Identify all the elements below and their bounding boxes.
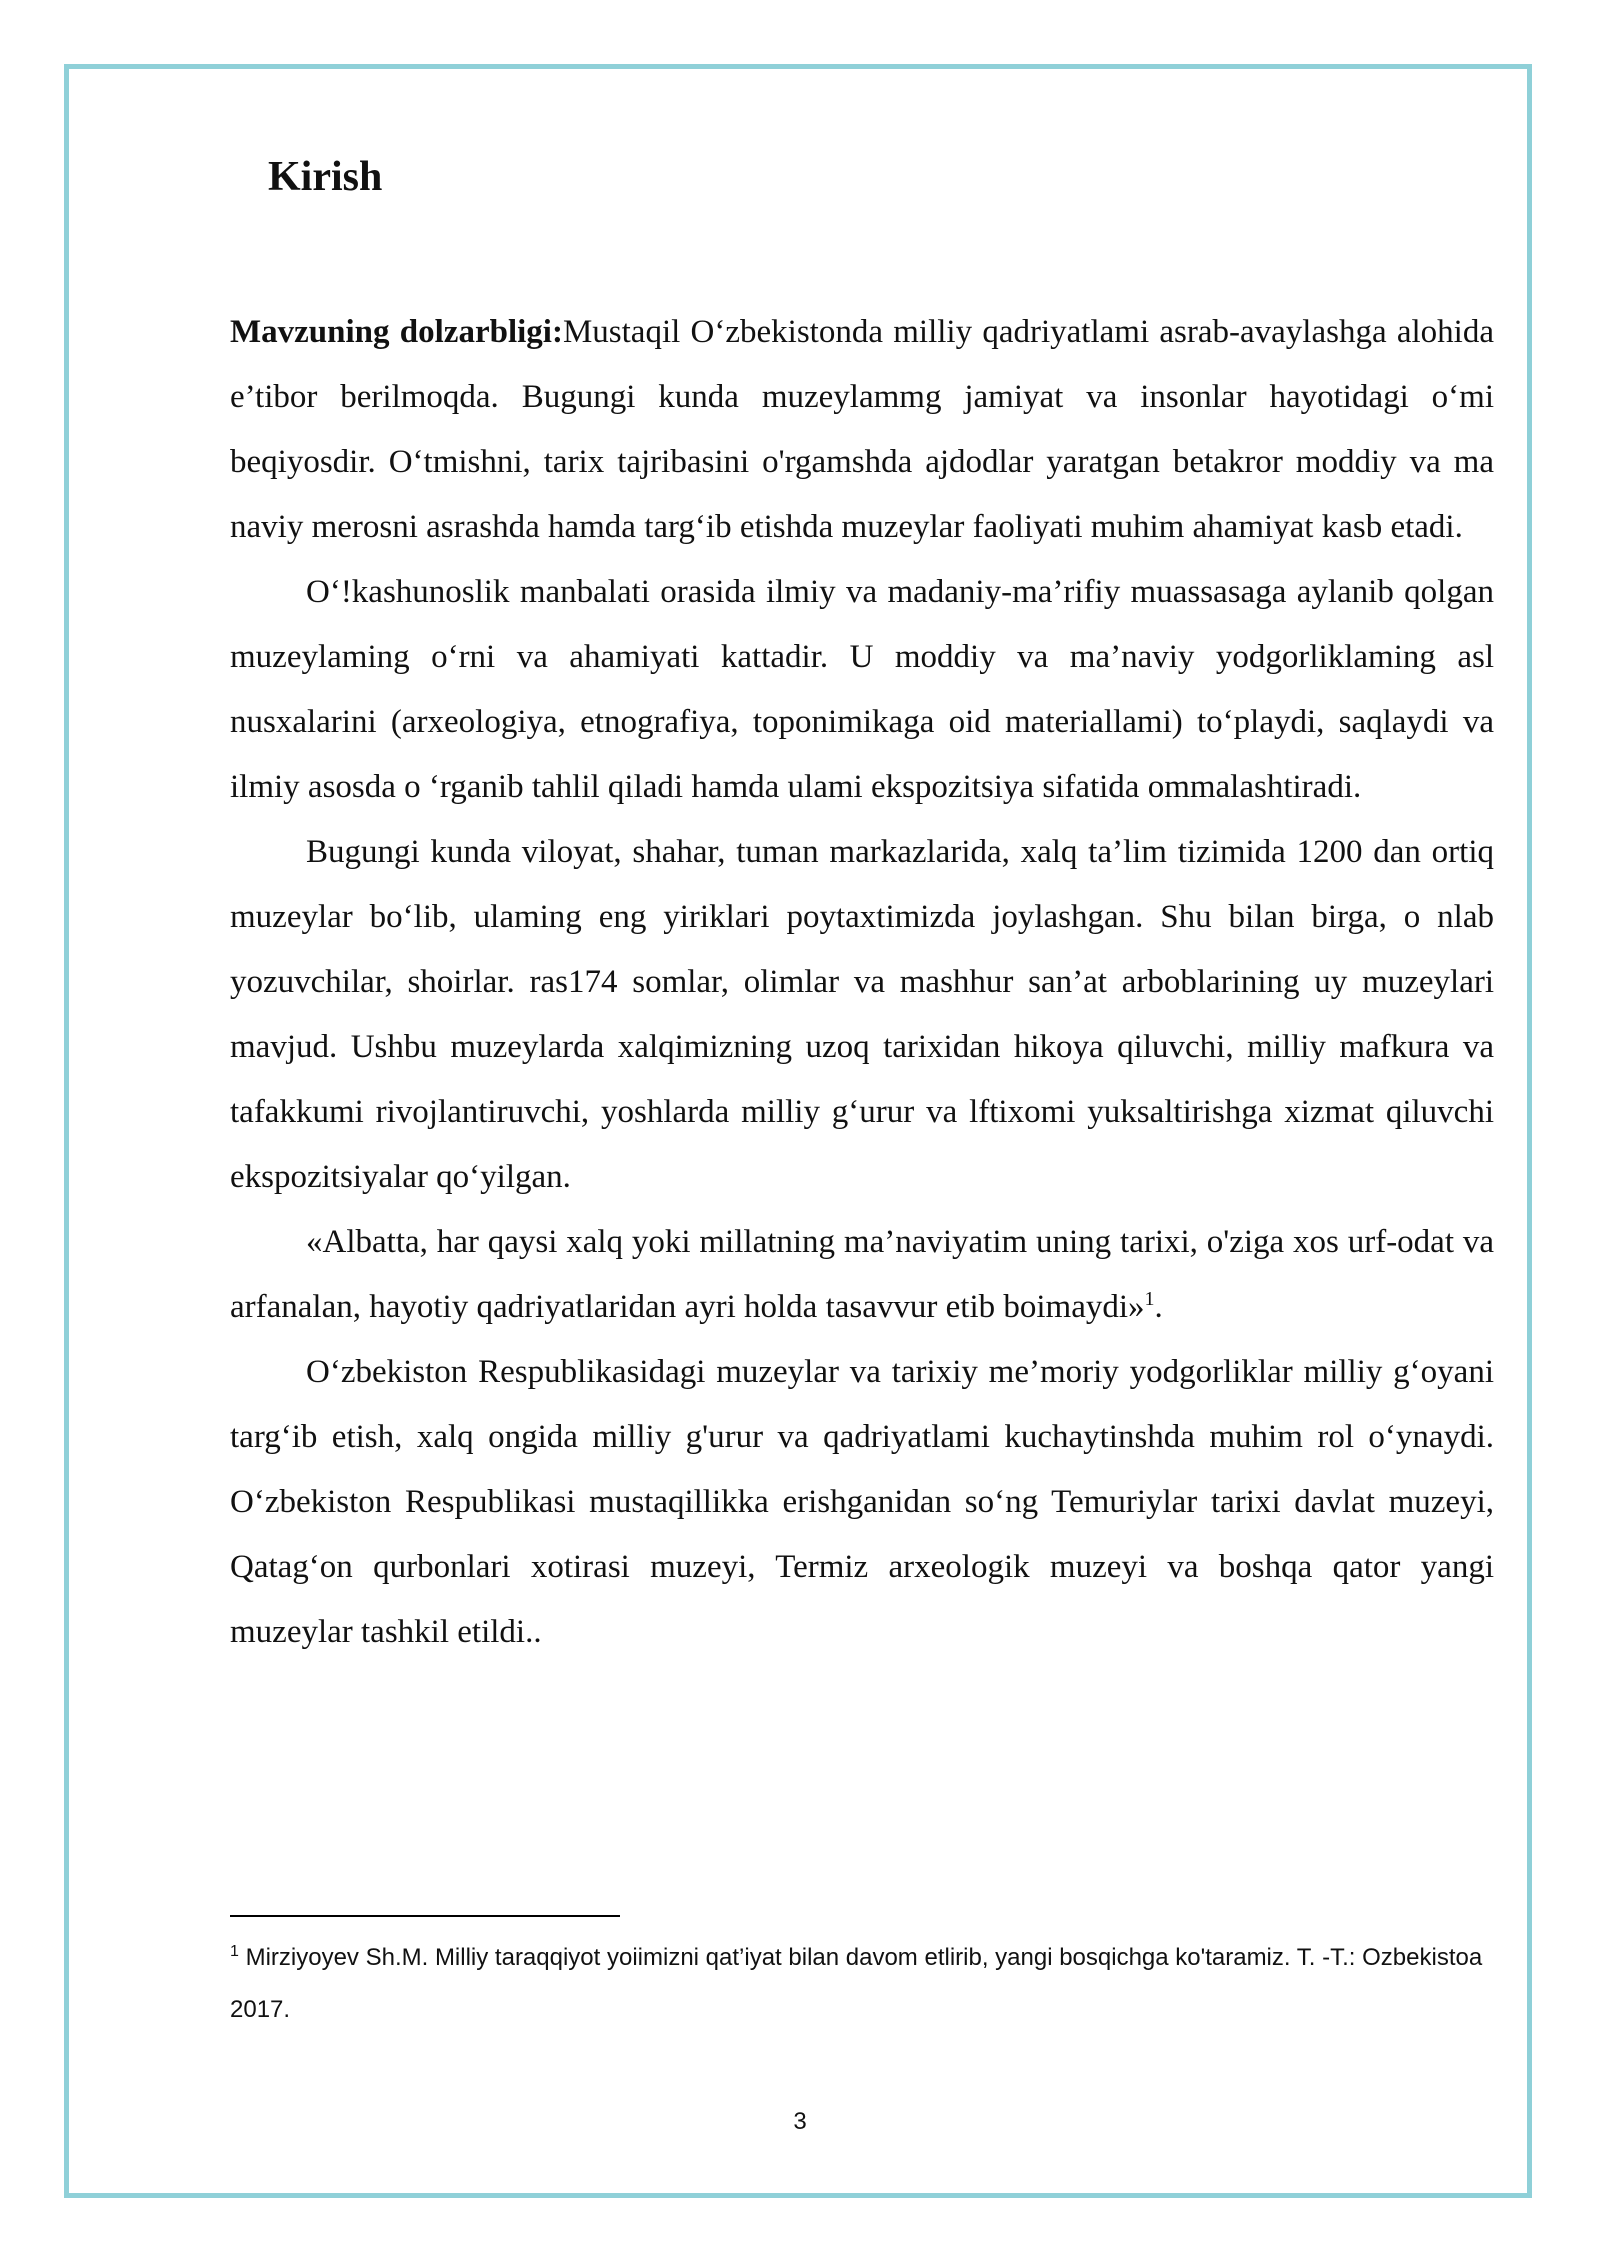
footnote-separator: [230, 1915, 620, 1917]
paragraph-3: [230, 820, 1494, 1210]
paragraph-text: Bugungi kunda viloyat, shahar, tuman markazlarida, xalq ta’lim tizimida 1200 dan ortiq muzeylar bo‘lib, ulaming eng yiriklari poytaxtimizda joylashgan. Shu bilan birga, o nlab yozuvchilar, shoirlar. ras174 somlar, olimlar va mashhur san’at arboblarining uy muzeylari mavjud. Ushbu muzeylarda xalqimizning uzoq tarixidan hikoya qiluvchi, milliy mafkura va tafakkumi rivojlantiruvchi, yoshlarda milliy g‘urur va lftixomi yuksaltirishga xizmat qiluvchi ekspozitsiyalar qo‘yilgan.: [230, 834, 1494, 1196]
paragraph-text: O‘zbekiston Respublikasidagi muzeylar va tarixiy me’moriy yodgorliklar milliy g‘oyani targ‘ib etish, xalq ongida milliy g'urur va qadriyatlami kuchaytinshda muhim rol o‘ynaydi. O‘zbekiston Respublikasi mustaqillikka erishganidan so‘ng Temuriylar tarixi davlat muzeyi, Qatag‘on qurbonlari xotirasi muzeyi, Termiz arxeologik muzeyi va boshqa qator yangi muzeylar tashkil etildi..: [230, 1354, 1494, 1651]
paragraph-text: Mustaqil O‘zbekistonda milliy qadriyatlami asrab-avaylashga alohida e’tibor berilmoqda. Bugungi kunda muzeylammg jamiyat va insonlar hayotidagi o‘mi beqiyosdir. O‘tmishni, tarix tajribasini o'rgamshda ajdodlar yaratgan betakror moddiy va ma naviy merosni asrashda hamda targ‘ib etishda muzeylar faoliyati muhim ahamiyat kasb etadi.: [230, 314, 1494, 546]
footnote-reference[interactable]: 1: [1144, 1288, 1155, 1311]
paragraph-1: [230, 300, 1494, 560]
paragraph-2: [230, 560, 1494, 820]
paragraph-5: [230, 1340, 1494, 1665]
paragraph-4: [230, 1210, 1494, 1340]
body-text: [230, 300, 1494, 1665]
paragraph-lead: Mavzuning dolzarbligi:: [230, 314, 563, 351]
footnote: [230, 1932, 1494, 2036]
page-content: [230, 140, 1494, 1665]
footnote-text: Mirziyoyev Sh.M. Milliy taraqqiyot yoiimizni qat’iyat bilan davom etlirib, yangi bosqichga ko'taramiz. T. -T.: Ozbekistoa 2017.: [230, 1944, 1483, 2023]
footnote-number: 1: [230, 1943, 239, 1960]
paragraph-text: O‘!kashunoslik manbalati orasida ilmiy va madaniy-ma’rifiy muassasaga aylanib qolgan muzeylaming o‘rni va ahamiyati kattadir. U moddiy va ma’naviy yodgorliklaming asl nusxalarini (arxeologiya, etnografiya, toponimikaga oid materiallami) to‘playdi, saqlaydi va ilmiy asosda o ‘rganib tahlil qiladi hamda ulami ekspozitsiya sifatida ommalashtiradi.: [230, 574, 1494, 806]
page-title: Kirish: [268, 154, 383, 200]
paragraph-tail: .: [1154, 1289, 1163, 1326]
page-number: 3: [793, 2108, 807, 2135]
paragraph-text: «Albatta, har qaysi xalq yoki millatning ma’naviyatim uning tarixi, o'ziga xos urf-odat va arfanalan, hayotiy qadriyatlaridan ayri holda tasavvur etib boimaydi»: [230, 1224, 1494, 1326]
